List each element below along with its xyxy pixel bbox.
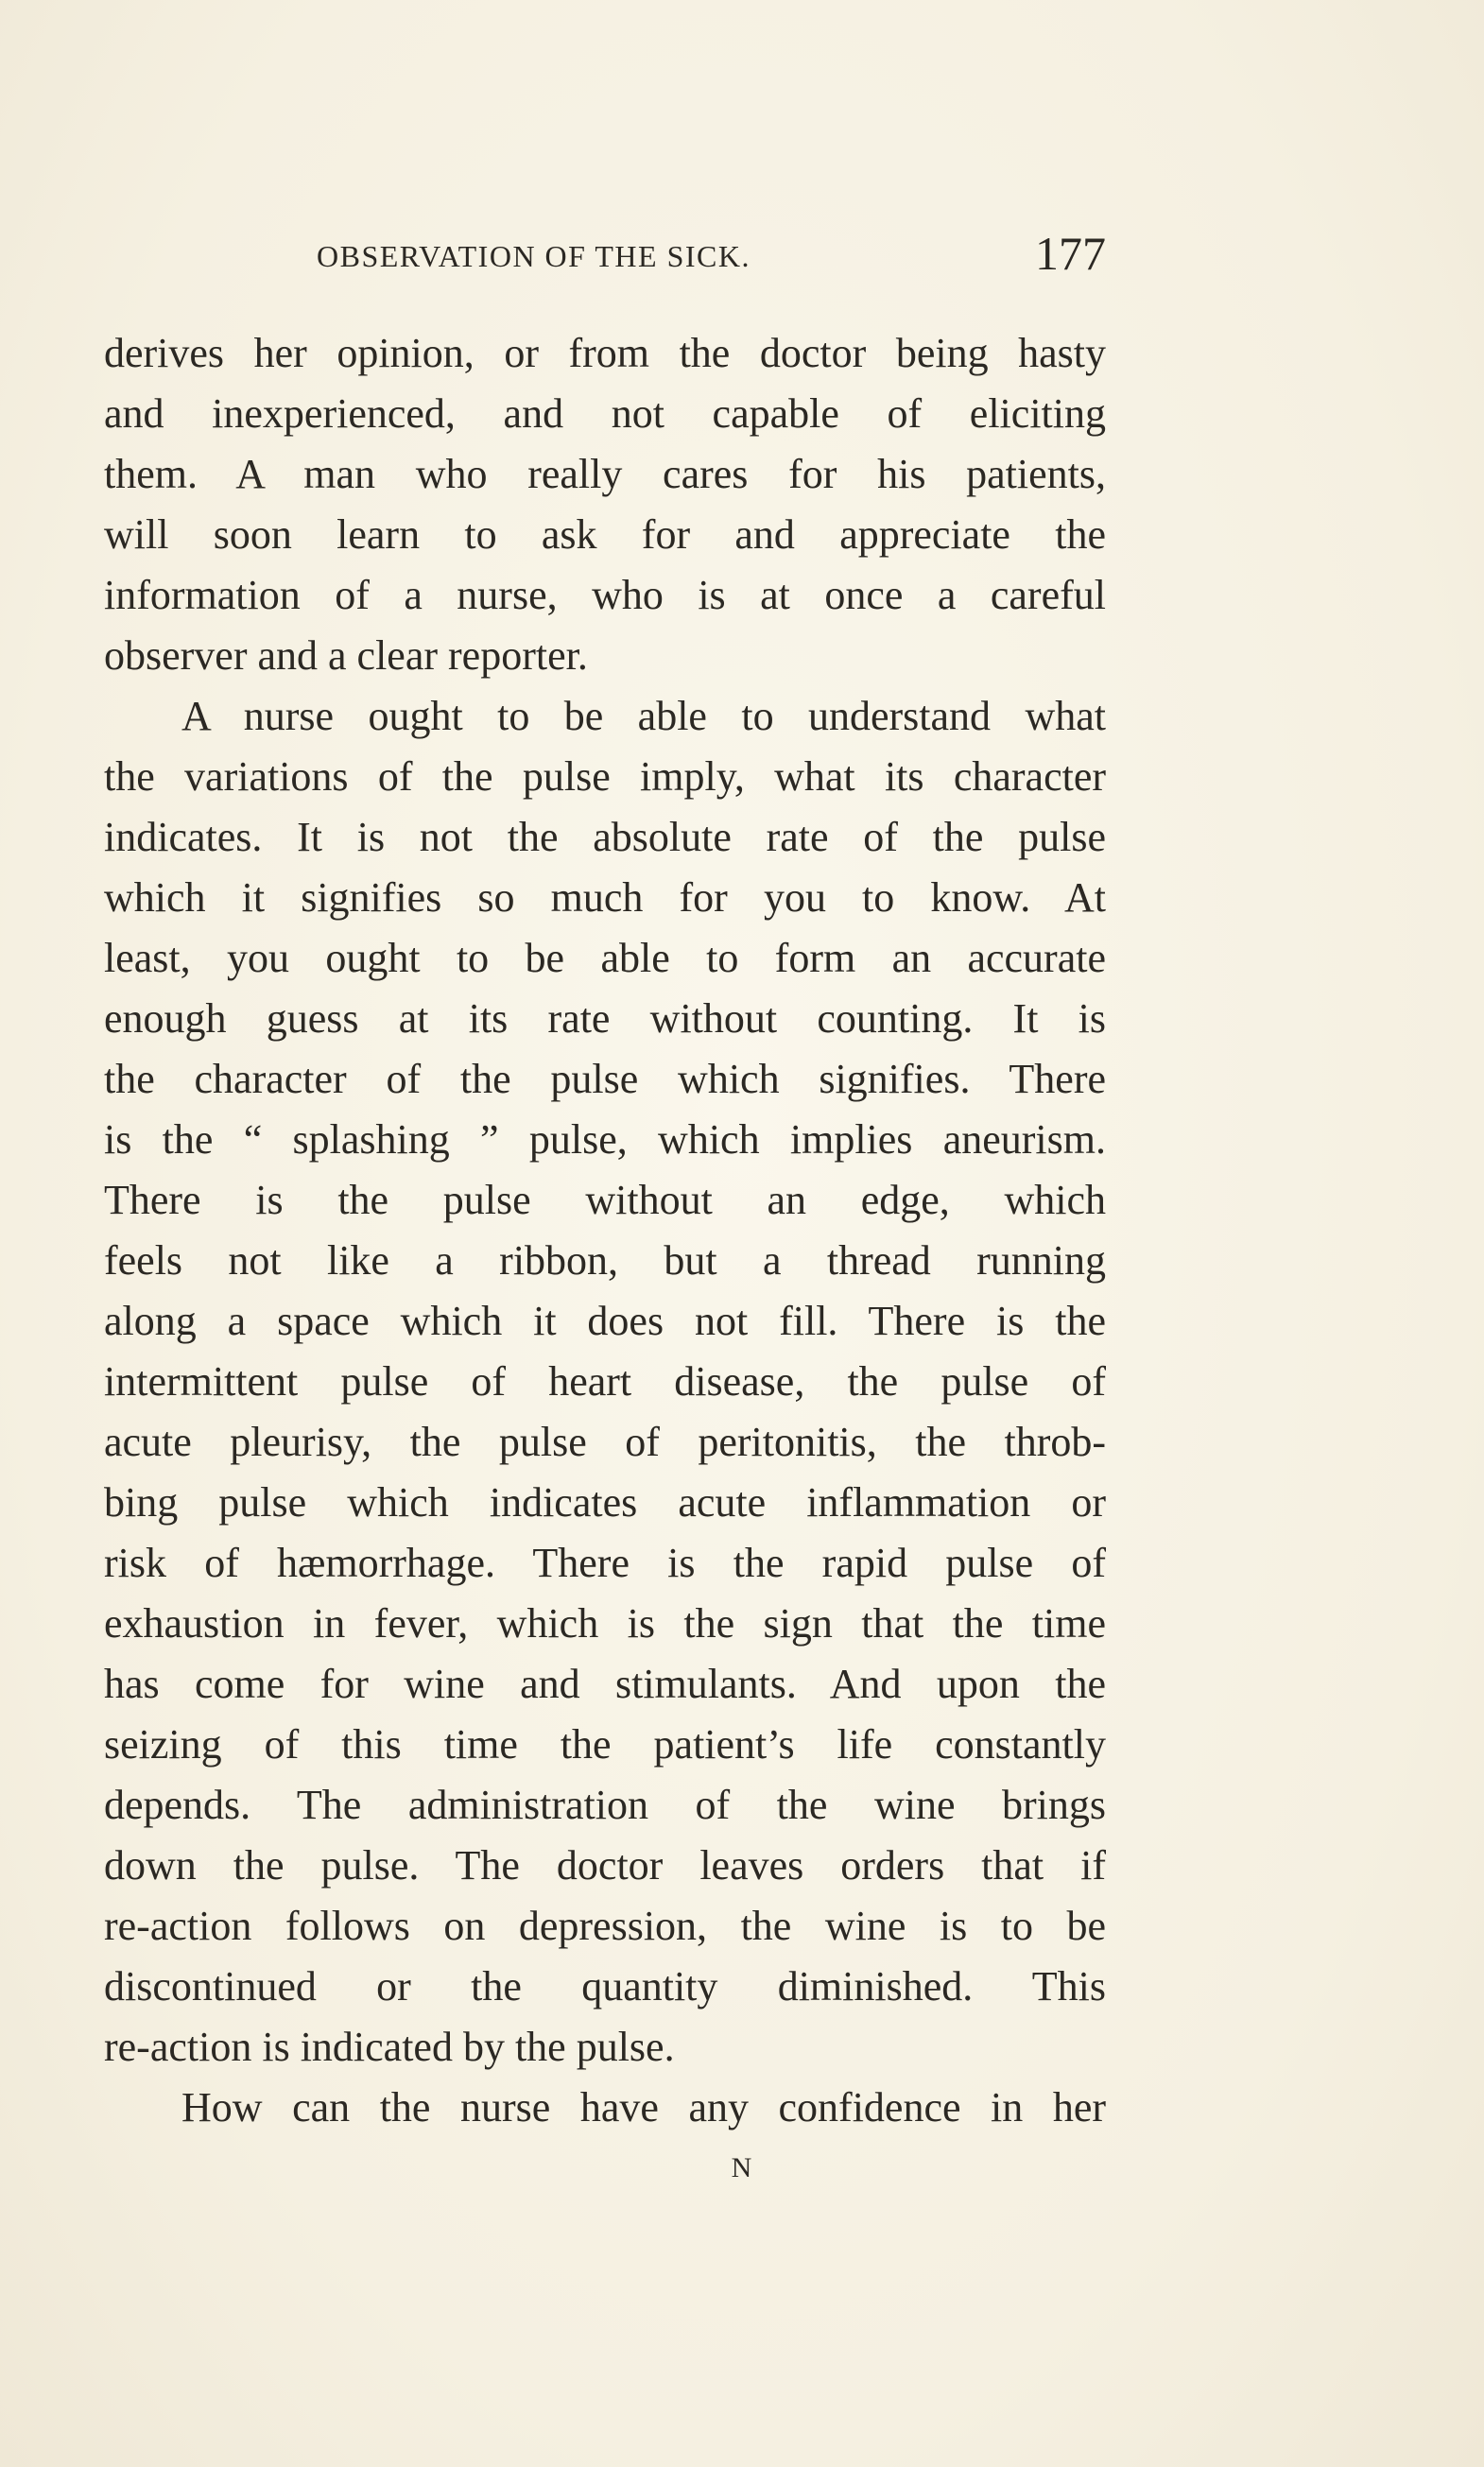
- text-line: indicates. It is not the absolute rate of the pulse: [104, 814, 1106, 860]
- text-line: discontinued or the quantity diminished. This: [104, 1963, 1106, 2010]
- text-line: There is the pulse without an edge, which: [104, 1177, 1106, 1223]
- text-line: How can the nurse have any confidence in her: [181, 2084, 1106, 2131]
- text-line: derives her opinion, or from the doctor being hasty: [104, 330, 1106, 376]
- signature-mark: N: [731, 2152, 753, 2183]
- text-line: acute pleurisy, the pulse of peritonitis, the throb-: [104, 1419, 1106, 1465]
- text-line: intermittent pulse of heart disease, the pulse of: [104, 1358, 1106, 1405]
- text-line: enough guess at its rate without counting. It is: [104, 995, 1106, 1042]
- running-head: [104, 227, 1106, 288]
- text-line: and inexperienced, and not capable of eliciting: [104, 390, 1106, 437]
- text-line: least, you ought to be able to form an accurate: [104, 935, 1106, 981]
- text-line: will soon learn to ask for and appreciate the: [104, 511, 1106, 558]
- running-title: OBSERVATION OF THE SICK.: [317, 239, 751, 273]
- text-line: re-action follows on depression, the wine is to be: [104, 1903, 1106, 1949]
- text-line: depends. The administration of the wine brings: [104, 1782, 1106, 1828]
- text-line: along a space which it does not fill. There is the: [104, 1298, 1106, 1344]
- text-line: exhaustion in fever, which is the sign that the time: [104, 1600, 1106, 1647]
- text-line: which it signifies so much for you to know. At: [104, 874, 1106, 921]
- text-line: the character of the pulse which signifies. There: [104, 1056, 1106, 1102]
- text-line: them. A man who really cares for his patients,: [104, 451, 1106, 497]
- text-line: risk of hæmorrhage. There is the rapid pulse of: [104, 1540, 1106, 1586]
- text-line: has come for wine and stimulants. And upon the: [104, 1661, 1106, 1707]
- text-line: the variations of the pulse imply, what its character: [104, 753, 1106, 800]
- text-line: bing pulse which indicates acute inflammation or: [104, 1479, 1106, 1526]
- text-line: A nurse ought to be able to understand what: [181, 693, 1106, 739]
- page-number: 177: [1035, 227, 1106, 280]
- text-line: re-action is indicated by the pulse.: [104, 2024, 675, 2070]
- body-text: [104, 323, 1106, 2138]
- text-line: is the “ splashing ” pulse, which implies aneurism.: [104, 1116, 1106, 1163]
- text-line: seizing of this time the patient’s life constantly: [104, 1721, 1106, 1768]
- text-line: feels not like a ribbon, but a thread running: [104, 1237, 1106, 1284]
- text-line: information of a nurse, who is at once a careful: [104, 572, 1106, 618]
- text-line: down the pulse. The doctor leaves orders that if: [104, 1842, 1106, 1889]
- text-line: observer and a clear reporter.: [104, 632, 588, 679]
